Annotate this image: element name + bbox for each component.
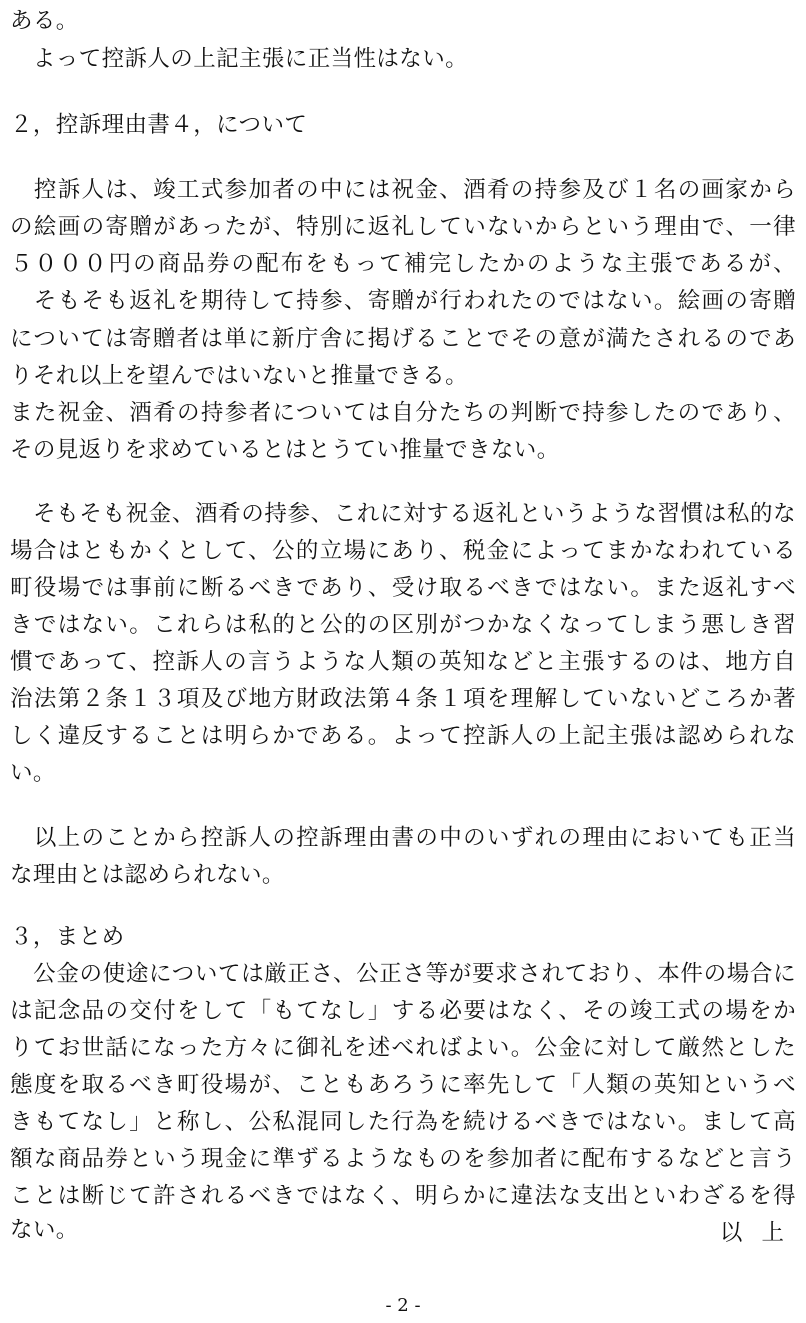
section-heading: ２，控訴理由書４，について (10, 112, 308, 138)
text-line: しく違反することは明らかである。よって控訴人の上記主張は認められな (10, 723, 796, 749)
text-line: きもてなし」と称し、公私混同した行為を続けるべきではない。まして高 (10, 1109, 796, 1135)
text-line: 治法第２条１３項及び地方財政法第４条１項を理解していないどころか著 (10, 686, 796, 712)
text-line: 額な商品券という現金に準ずるようなものを参加者に配布するなどと言う (10, 1146, 796, 1172)
text-line: よって控訴人の上記主張に正当性はない。 (10, 46, 469, 72)
text-line: の絵画の寄贈があったが、特別に返礼していないからという理由で、一律 (10, 214, 796, 240)
closing-mark: 以 上 (719, 1220, 790, 1246)
text-line: 以上のことから控訴人の控訴理由書の中のいずれの理由においても正当 (10, 825, 796, 851)
text-line: りてお世話になった方々に御礼を述べればよい。公金に対して厳然とした (10, 1035, 796, 1061)
text-line: ない。 (10, 1217, 79, 1243)
text-line: 町役場では事前に断るべきであり、受け取るべきではない。また返礼すべ (10, 575, 796, 601)
text-line: ことは断じて許されるべきではなく、明らかに違法な支出といわざるを得 (10, 1183, 796, 1209)
text-line: りそれ以上を望んではいないと推量できる。 (10, 363, 469, 389)
section-heading: ３，まとめ (10, 924, 125, 950)
text-line: 控訴人は、竣工式参加者の中には祝金、酒肴の持参及び１名の画家から (10, 177, 796, 203)
text-line: 公金の使途については厳正さ、公正さ等が要求されており、本件の場合に (10, 961, 796, 987)
text-line: そもそも返礼を期待して持参、寄贈が行われたのではない。絵画の寄贈 (10, 288, 796, 314)
text-line: 慣であって、控訴人の言うような人類の英知などと主張するのは、地方自 (10, 649, 796, 675)
text-line: い。 (10, 760, 56, 786)
text-line: ある。 (10, 8, 79, 34)
text-line: 場合はともかくとして、公的立場にあり、税金によってまかなわれている (10, 538, 796, 564)
text-line: な理由とは認められない。 (10, 862, 285, 888)
text-line: また祝金、酒肴の持参者については自分たちの判断で持参したのであり、 (10, 400, 796, 426)
text-line: は記念品の交付をして「もてなし」する必要はなく、その竣工式の場をか (10, 998, 796, 1024)
text-line: その見返りを求めているとはとうてい推量できない。 (10, 437, 560, 463)
text-line: については寄贈者は単に新庁舎に掲げることでその意が満たされるのであ (10, 326, 796, 352)
text-line: ５０００円の商品券の配布をもって補完したかのような主張であるが、 (10, 251, 796, 277)
text-line: 態度を取るべき町役場が、こともあろうに率先して「人類の英知というべ (10, 1072, 796, 1098)
text-line: きではない。これらは私的と公的の区別がつかなくなってしまう悪しき習 (10, 612, 796, 638)
page-number: - 2 - (385, 1295, 421, 1316)
text-line: そもそも祝金、酒肴の持参、これに対する返礼というような習慣は私的な (10, 501, 796, 527)
